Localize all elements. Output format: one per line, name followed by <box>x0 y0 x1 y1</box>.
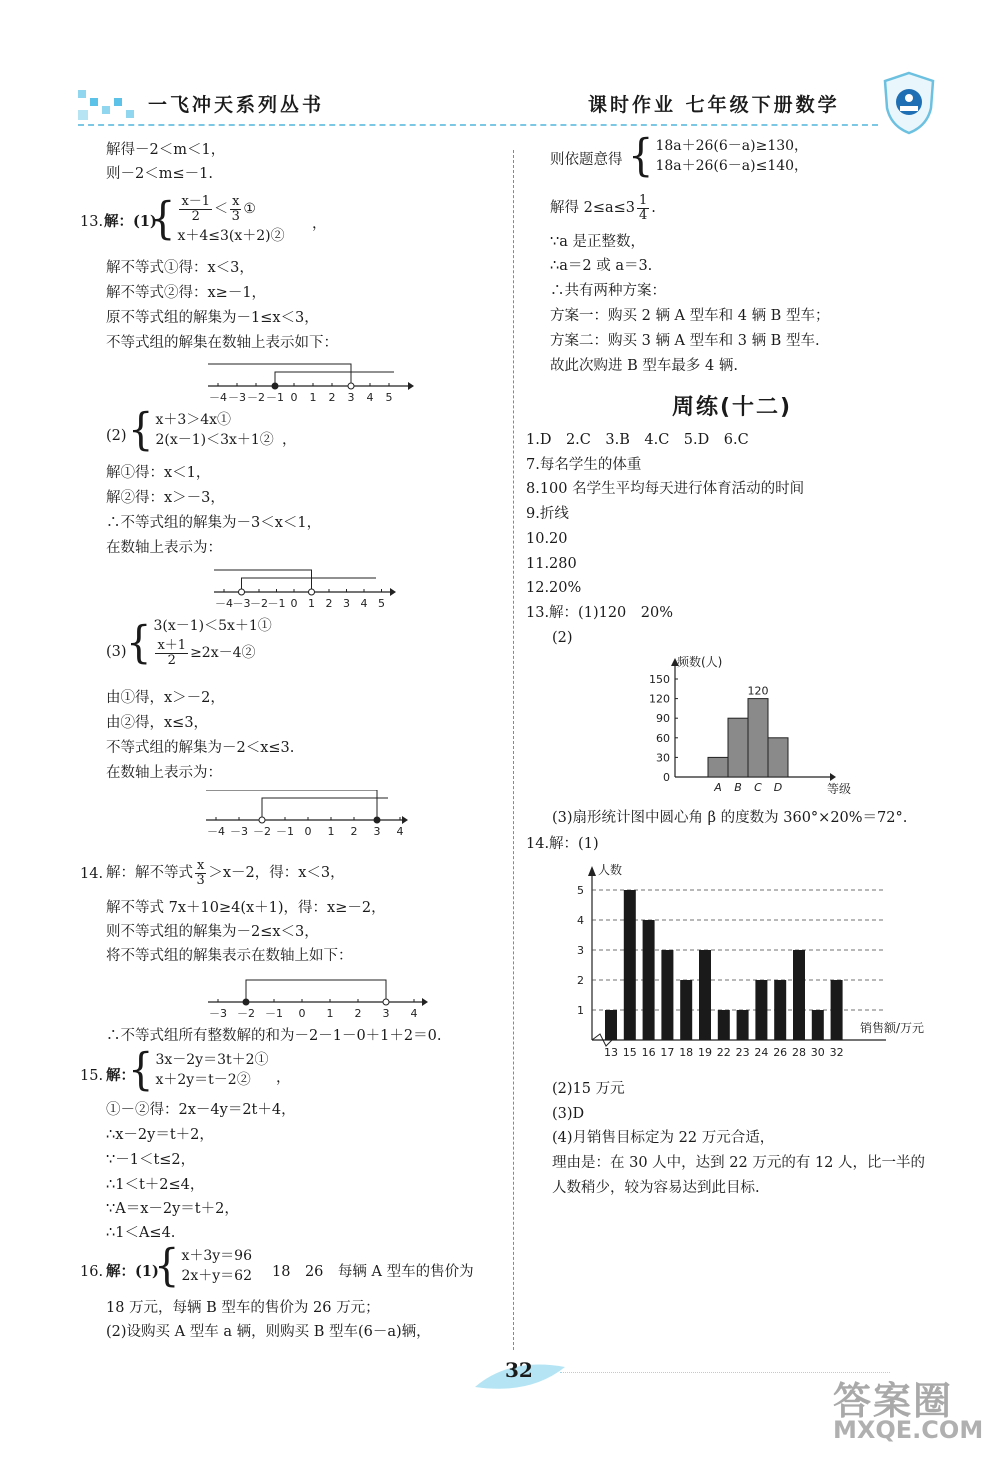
y-tick-label: 1 <box>577 1004 584 1017</box>
solution-interval <box>246 980 386 1002</box>
text-line: 解不等式 7x＋10≥4(x＋1)，得：x≥－2， <box>106 900 386 916</box>
answer-line: (2)15 万元 <box>552 1081 625 1097</box>
tick-label: －2 <box>247 391 265 404</box>
fraction-numerator: x <box>197 857 205 873</box>
text-line: 不等式组的解集在数轴上表示如下： <box>106 335 338 351</box>
fraction-denominator: 2 <box>191 208 200 224</box>
header-rule <box>78 124 878 126</box>
axis-arrow <box>422 998 428 1006</box>
category-label: 32 <box>829 1046 844 1059</box>
y-axis-arrow <box>588 866 596 876</box>
equation-system <box>154 1240 252 1292</box>
category-label: 28 <box>792 1046 806 1059</box>
text-line: 方案二：购买 3 辆 A 型车和 3 辆 B 型车. <box>550 333 820 349</box>
answer-line: 12.20% <box>526 580 582 596</box>
category-label: 22 <box>716 1046 731 1059</box>
tick-label: 1 <box>327 825 335 838</box>
tick-label: 0 <box>290 391 298 404</box>
number-line-2 <box>200 562 400 612</box>
system-row: x＋4≤3(x＋2)② <box>177 228 285 244</box>
question-number: 15. <box>80 1068 104 1084</box>
text-line: 则不等式组的解集为－2≤x＜3， <box>106 924 319 940</box>
brace: { <box>128 1044 154 1096</box>
solution-interval <box>262 798 388 820</box>
tick-label: 0 <box>304 825 312 838</box>
answer-line: (2) <box>552 630 573 646</box>
tick-label: 3 <box>382 1007 390 1020</box>
y-tick-label: 30 <box>656 751 670 765</box>
answer-line: 13.解：(1)120 20% <box>526 605 674 621</box>
question-number: 16. <box>80 1264 104 1280</box>
section-title: 周练(十二) <box>672 395 793 420</box>
solution-interval <box>214 570 312 592</box>
text-line: 原不等式组的解集为－1≤x＜3， <box>106 310 319 326</box>
bar <box>755 980 767 1040</box>
y-tick-label: 2 <box>577 974 584 987</box>
bar <box>768 738 788 777</box>
series-title: 一飞冲天系列丛书 <box>148 94 325 116</box>
text-line: 在数轴上表示为： <box>106 765 222 781</box>
bar <box>748 699 768 777</box>
text-line: ∴不等式组的解集为－3＜x＜1， <box>106 515 322 531</box>
tick-label: 0 <box>290 597 298 610</box>
watermark-logo <box>825 1370 995 1455</box>
system-row-rest: ≥2x－4② <box>190 645 256 661</box>
category-label: 16 <box>641 1046 656 1059</box>
bar <box>812 1010 824 1040</box>
tick-label: －3 <box>209 1007 227 1020</box>
text-line: ∵－1＜t≤2， <box>106 1152 196 1168</box>
question-number: 14. <box>80 866 104 882</box>
category-label: 24 <box>754 1046 769 1059</box>
tick-label: 4 <box>360 597 368 610</box>
solution-interval <box>206 790 377 820</box>
bar <box>831 980 843 1040</box>
bar <box>737 1010 749 1040</box>
tick-label: －1 <box>266 391 284 404</box>
system-row: x＋2y＝t－2② <box>155 1072 251 1088</box>
open-endpoint <box>309 589 315 595</box>
tick-label: 4 <box>396 825 404 838</box>
text-line <box>550 190 656 226</box>
page-header <box>0 70 1000 140</box>
brace: { <box>126 617 152 669</box>
text-line: ∵A＝x－2y＝t＋2， <box>106 1201 239 1217</box>
answer-line: 理由是：在 30 人中，达到 22 万元的有 12 人，比一半的 <box>552 1155 926 1171</box>
bar <box>774 980 786 1040</box>
text-line: ∴1＜t＋2≤4， <box>106 1177 205 1193</box>
y-tick-label: 150 <box>649 673 670 686</box>
closed-endpoint <box>272 383 278 389</box>
tick-label: 5 <box>378 597 385 610</box>
solution-head: 解：(1) <box>104 213 157 230</box>
open-endpoint <box>383 999 389 1005</box>
brace: { <box>150 193 176 245</box>
bar <box>605 1010 617 1040</box>
tick-label: 3 <box>373 825 381 838</box>
tick-label: －2 <box>253 825 271 838</box>
data-label: 120 <box>747 684 769 698</box>
sub-question-label: (2) <box>106 428 127 444</box>
bar <box>793 950 805 1040</box>
answer-line: (4)月销售目标定为 22 万元合适， <box>552 1130 775 1146</box>
text-line: 18 26 每辆 A 型车的售价为 <box>272 1264 474 1280</box>
tick-label: －1 <box>276 825 294 838</box>
category-label: 17 <box>660 1046 675 1059</box>
axis-arrow <box>408 382 414 390</box>
page-number: 32 <box>505 1358 533 1382</box>
sub-question-label: (3) <box>106 644 127 660</box>
text-line: (2)设购买 A 型车 a 辆，则购买 B 型车(6－a)辆， <box>106 1324 431 1340</box>
tick-label: －3 <box>230 825 248 838</box>
inequality-system <box>150 192 285 246</box>
answer-line: 9.折线 <box>526 506 569 522</box>
category-label: 18 <box>679 1046 694 1059</box>
system-row: 3x－2y＝3t＋2① <box>155 1052 269 1068</box>
text-line: ∵a 是正整数， <box>550 234 645 250</box>
bar <box>718 1010 730 1040</box>
system-row: x＋3＞4x① <box>155 412 232 428</box>
tick-label: －1 <box>265 1007 283 1020</box>
category-label: B <box>734 781 742 794</box>
category-label: 15 <box>622 1046 637 1059</box>
y-axis-title: 人数 <box>598 863 623 877</box>
category-label: C <box>754 781 762 794</box>
punctuation: ， <box>276 1070 291 1086</box>
y-tick-label: 90 <box>656 712 670 726</box>
x-axis-title: 等级 <box>827 782 852 796</box>
answer-line: 10.20 <box>526 531 568 547</box>
text-fragment: 解得 2≤a≤3 <box>550 200 636 216</box>
bar <box>680 980 692 1040</box>
tick-label: －2 <box>250 597 268 610</box>
solution-interval <box>208 364 351 386</box>
tick-label: 1 <box>308 597 315 610</box>
y-tick-label: 4 <box>577 914 584 927</box>
punctuation: ， <box>312 216 327 232</box>
watermark-text: 答案圈 <box>833 1379 954 1423</box>
system-row: 3(x－1)＜5x＋1① <box>153 618 272 634</box>
fraction-denominator: 2 <box>167 652 176 668</box>
text-line: 则依题意得 <box>550 152 623 168</box>
x-axis-title: 销售额/万元 <box>860 1021 925 1035</box>
brace: { <box>128 404 154 456</box>
text-line: ∴1＜A≤4. <box>106 1225 176 1241</box>
text-line: 解不等式①得：x＜3， <box>106 260 254 276</box>
punctuation: ， <box>282 432 297 448</box>
closed-endpoint <box>374 817 380 823</box>
text-line: 解②得：x＞－3， <box>106 490 225 506</box>
tick-label: －4 <box>207 825 225 838</box>
system-row: 2(x－1)＜3x＋1② <box>155 432 274 448</box>
text-line: 由①得，x＞－2， <box>106 690 225 706</box>
fraction-denominator: 4 <box>639 207 648 223</box>
tick-label: 3 <box>343 597 350 610</box>
text-line: 解①得：x＜1， <box>106 465 211 481</box>
category-label: 23 <box>735 1046 750 1059</box>
book-title: 课时作业 七年级下册数学 <box>588 94 840 116</box>
tick-label: －2 <box>237 1007 255 1020</box>
answer-line: (3)扇形统计图中圆心角 β 的度数为 360°×20%＝72°. <box>552 810 908 826</box>
solution-head: 解： <box>106 1067 135 1084</box>
text-line: 在数轴上表示为： <box>106 540 222 556</box>
text-line: ∴共有两种方案： <box>550 283 666 299</box>
category-label: 26 <box>773 1046 788 1059</box>
tick-label: －4 <box>209 391 227 404</box>
text-fragment: ＞x－2，得：x＜3， <box>208 865 345 881</box>
closed-endpoint <box>243 999 249 1005</box>
text-line: 由②得，x≤3， <box>106 715 209 731</box>
fraction-denominator: 3 <box>231 208 240 224</box>
text-line: 方案一：购买 2 辆 A 型车和 4 辆 B 型车； <box>550 308 830 324</box>
system-row: 18a＋26(6－a)≥130， <box>655 138 809 154</box>
open-endpoint <box>348 383 354 389</box>
category-label: A <box>714 781 722 794</box>
solution-head: 解：解不等式 <box>106 865 193 881</box>
tick-label: 2 <box>328 391 336 404</box>
tick-label: 4 <box>410 1007 418 1020</box>
category-label: D <box>773 781 783 794</box>
tick-label: 2 <box>350 825 358 838</box>
solution-head: 解：(1) <box>106 1263 159 1280</box>
y-tick-label: 5 <box>577 884 584 897</box>
tick-label: 4 <box>366 391 374 404</box>
shield-logo-icon <box>880 70 938 140</box>
answer-line: 1.D 2.C 3.B 4.C 5.D 6.C <box>526 432 749 448</box>
grade-frequency-bar-chart <box>630 650 870 800</box>
inequality-system <box>126 616 272 670</box>
y-tick-label: 3 <box>577 944 584 957</box>
system-row: 18a＋26(6－a)≤140， <box>655 158 809 174</box>
y-tick-label: 60 <box>656 731 670 745</box>
fraction-denominator: 3 <box>196 872 205 888</box>
solution-interval <box>275 372 394 386</box>
tick-label: 2 <box>354 1007 362 1020</box>
axis-arrow <box>390 588 396 596</box>
inequality-system <box>128 404 274 456</box>
tick-label: 1 <box>326 1007 334 1020</box>
question-number: 13. <box>80 214 104 230</box>
text-line <box>106 855 345 891</box>
bar <box>728 718 748 777</box>
text-line: 不等式组的解集为－2＜x≤3. <box>106 740 295 756</box>
text-line: 解不等式②得：x≥－1， <box>106 285 267 301</box>
answer-line: 8.100 名学生平均每天进行体育活动的时间 <box>526 481 805 497</box>
relation: ＜ <box>214 201 229 217</box>
fraction-numerator: x－1 <box>181 193 211 209</box>
y-axis-title: 频数(人) <box>677 655 723 669</box>
x-axis-arrow <box>830 773 836 781</box>
text-line: 解得－2＜m＜1， <box>106 142 226 158</box>
answer-line: 7.每名学生的体重 <box>526 457 642 473</box>
text-line: 将不等式组的解集表示在数轴上如下： <box>106 948 353 964</box>
bar <box>624 890 636 1040</box>
category-label: 30 <box>810 1046 825 1059</box>
tick-label: 3 <box>347 391 355 404</box>
fraction-numerator: x＋1 <box>157 637 187 653</box>
text-line: 则－2＜m≤－1. <box>106 166 213 182</box>
number-line-3 <box>198 790 413 846</box>
open-endpoint <box>239 589 245 595</box>
inequality-system <box>628 130 809 182</box>
text-line: ∴x－2y＝t＋2， <box>106 1127 214 1143</box>
equation-system <box>128 1044 269 1096</box>
tick-label: －4 <box>215 597 233 610</box>
fraction-numerator: x <box>232 193 240 209</box>
text-line: ①－②得：2x－4y＝2t＋4， <box>106 1102 296 1118</box>
tick-label: －3 <box>232 597 251 610</box>
answer-line: 14.解：(1) <box>526 836 599 852</box>
brace: { <box>154 1240 180 1292</box>
number-line-1 <box>200 356 420 406</box>
bar <box>708 757 728 777</box>
axis-arrow <box>402 816 408 824</box>
tick-label: －3 <box>228 391 246 404</box>
answer-line: (3)D <box>552 1106 585 1122</box>
category-label: 13 <box>604 1046 618 1059</box>
bar <box>643 920 655 1040</box>
text-line: ∴a＝2 或 a＝3. <box>550 258 653 274</box>
fraction-numerator: 1 <box>639 192 648 208</box>
tick-label: －1 <box>267 597 286 610</box>
column-divider <box>513 150 514 1350</box>
bar <box>661 950 673 1040</box>
category-label: 19 <box>698 1046 712 1059</box>
open-endpoint <box>259 817 265 823</box>
tick-label: 0 <box>298 1007 306 1020</box>
text-line: 故此次购进 B 型车最多 4 辆. <box>550 358 738 374</box>
answer-line: 11.280 <box>526 556 577 572</box>
watermark-url: MXQE.COM <box>833 1416 984 1444</box>
y-tick-label: 120 <box>649 692 670 706</box>
text-line: 18 万元，每辆 B 型车的售价为 26 万元； <box>106 1300 380 1316</box>
system-row: 2x＋y＝62 <box>181 1268 252 1284</box>
header-decoration-squares <box>78 90 148 126</box>
answer-line: 人数稍少，较为容易达到此目标. <box>552 1180 760 1196</box>
tick-label: 1 <box>309 391 317 404</box>
y-tick-label: 0 <box>663 771 670 784</box>
tick-label: 2 <box>325 597 333 610</box>
equation-marker: ① <box>243 201 256 217</box>
text-fragment: . <box>651 200 656 216</box>
text-line: ∴不等式组所有整数解的和为－2－1－0＋1＋2＝0. <box>106 1028 442 1044</box>
brace: { <box>628 130 654 182</box>
tick-label: 5 <box>385 391 393 404</box>
bar <box>699 950 711 1040</box>
number-line-4 <box>182 972 432 1022</box>
system-row: x＋3y＝96 <box>181 1248 252 1264</box>
sales-bar-chart <box>560 858 950 1072</box>
